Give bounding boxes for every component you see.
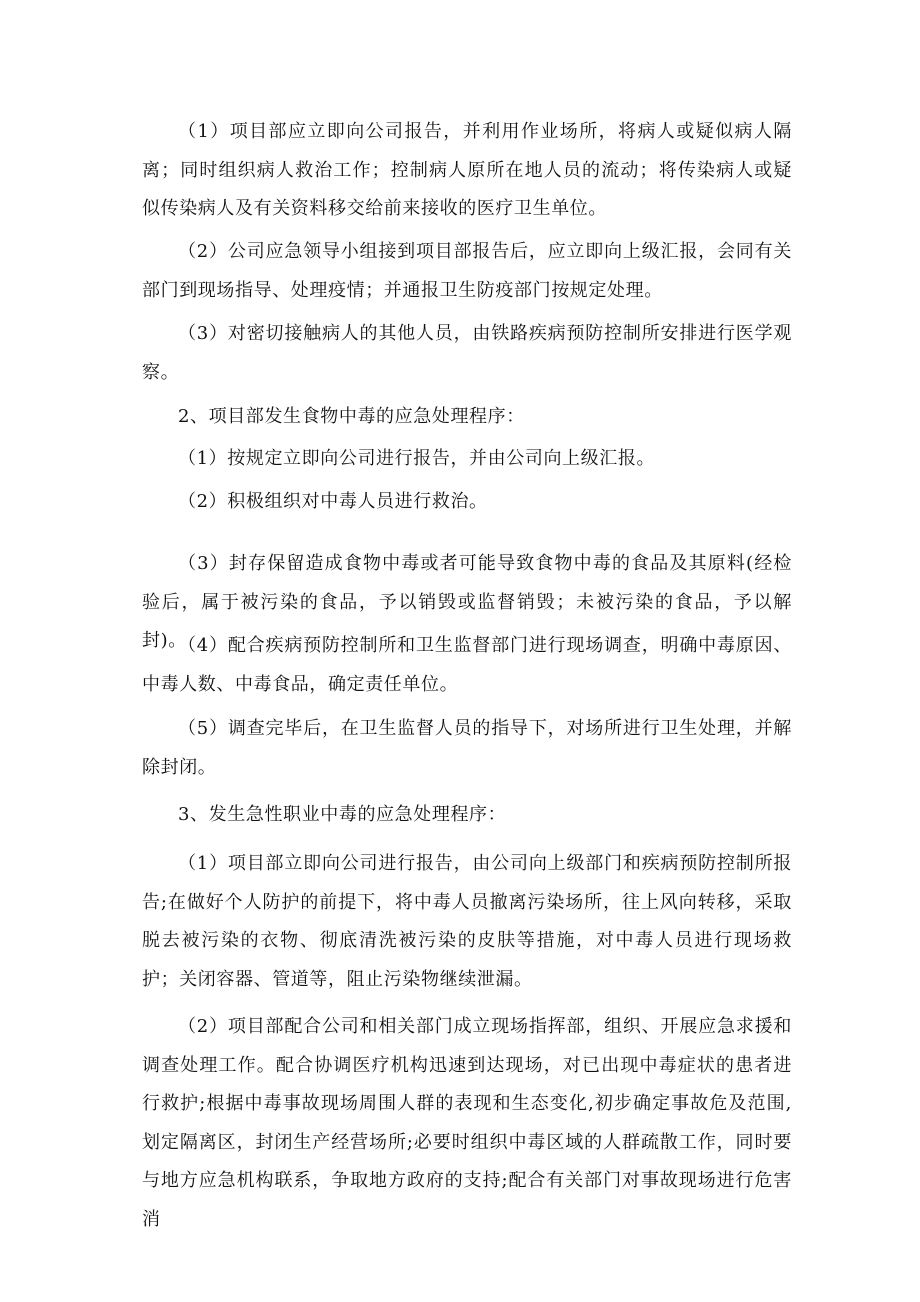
paragraph-1: （1）项目部应立即向公司报告，并利用作业场所，将病人或疑似病人隔离；同时组织病人救治工作；控制病人原所在地人员的流动；将传染病人或疑似传染病人及有关资料移交给前来接收的医疗卫生单位。	[142, 121, 792, 219]
paragraph-5: （2）积极组织对中毒人员进行救治。	[178, 491, 488, 512]
section-heading-2: 2、项目部发生食物中毒的应急处理程序：	[178, 406, 525, 427]
paragraph-10: （2）项目部配合公司和相关部门成立现场指挥部，组织、开展应急求援和调查处理工作。配合协调医疗机构迅速到达现场，对已出现中毒症状的患者进行救护;根据中毒事故现场周围人群的表现和生态变化,初步确定事故危及范围,划定隔离区，封闭生产经营场所;必要时组织中毒区域的人群疏散工作，同时要与地方应急机构联系，争取地方政府的支持;配合有关部门对事故现场进行危害消	[142, 1016, 792, 1230]
paragraph-9: （1）项目部立即向公司进行报告，由公司向上级部门和疾病预防控制所报告;在做好个人防护的前提下，将中毒人员撤离污染场所，往上风向转移，采取脱去被污染的衣物、彻底清洗被污染的皮肤等措施，对中毒人员进行现场救护；关闭容器、管道等，阻止污染物继续泄漏。	[142, 853, 792, 990]
paragraph-6: （3）封存保留造成食物中毒或者可能导致食物中毒的食品及其原料(经检验后，属于被污染的食品，予以销毁或监督销毁；未被污染的食品，予以解封)。	[142, 553, 792, 651]
paragraph-3: （3）对密切接触病人的其他人员，由铁路疾病预防控制所安排进行医学观察。	[142, 323, 792, 383]
paragraph-8: （5）调查完毕后，在卫生监督人员的指导下，对场所进行卫生处理，并解除封闭。	[142, 718, 792, 778]
paragraph-4: （1）按规定立即向公司进行报告，并由公司向上级汇报。	[178, 448, 656, 469]
section-heading-3: 3、发生急性职业中毒的应急处理程序：	[178, 804, 507, 825]
paragraph-2: （2）公司应急领导小组接到项目部报告后，应立即向上级汇报，会同有关部门到现场指导、处理疫情；并通报卫生防疫部门按规定处理。	[142, 241, 792, 301]
paragraph-7: （4）配合疾病预防控制所和卫生监督部门进行现场调查，明确中毒原因、中毒人数、中毒食品，确定责任单位。	[142, 635, 792, 695]
